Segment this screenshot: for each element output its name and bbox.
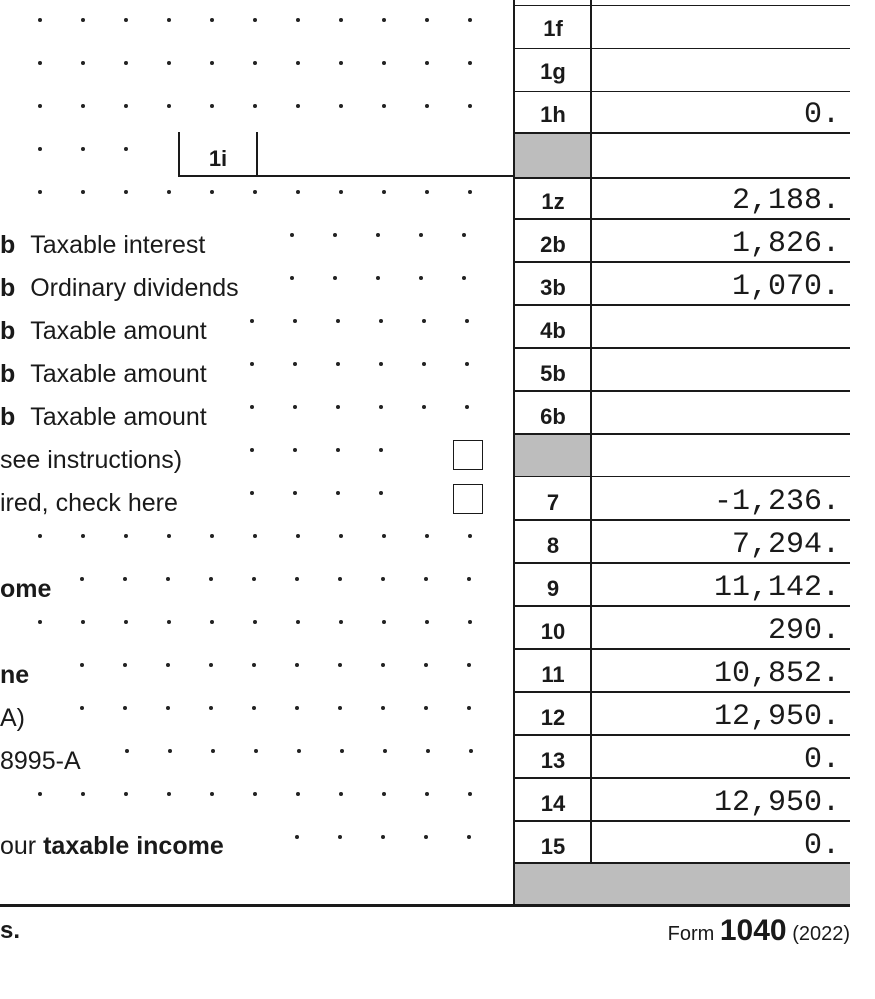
line-code: 7: [546, 490, 560, 515]
form-word: Form: [667, 923, 715, 945]
leader-dot: [252, 663, 256, 667]
line-code: 4b: [540, 318, 566, 343]
leader-dot: [168, 749, 172, 753]
leader-dot: [422, 362, 426, 366]
leader-dot: [38, 18, 42, 22]
amount-field[interactable]: 0.: [803, 98, 840, 132]
row-rule: [513, 820, 850, 822]
line-9-label: ome: [0, 575, 52, 603]
line-15-prefix: our: [0, 832, 44, 860]
row-rule: [513, 91, 850, 92]
line-letter: b: [0, 231, 16, 259]
amount-field[interactable]: 12,950.: [713, 700, 840, 734]
leader-dot: [253, 190, 257, 194]
row-rule: [513, 519, 850, 521]
leader-dot: [419, 276, 423, 280]
line-15-bold: taxable income: [43, 832, 224, 860]
leader-dot: [424, 663, 428, 667]
leader-dot: [210, 61, 214, 65]
line-code: 3b: [540, 275, 566, 300]
leader-dot: [425, 61, 429, 65]
line-code: 15: [540, 834, 566, 859]
row-rule: [513, 261, 850, 263]
line-code: 6b: [540, 404, 566, 429]
leader-dot: [38, 61, 42, 65]
leader-dot: [467, 663, 471, 667]
leader-dot: [339, 18, 343, 22]
leader-dot: [123, 706, 127, 710]
row-rule: [513, 347, 850, 349]
leader-dot: [210, 534, 214, 538]
shaded-cell: [515, 435, 590, 476]
line-code: 8: [546, 533, 560, 558]
amount-field[interactable]: 1,826.: [731, 227, 840, 261]
leader-dot: [425, 190, 429, 194]
amount-field[interactable]: 1,070.: [731, 270, 840, 304]
leader-dot: [123, 577, 127, 581]
leader-dot: [338, 577, 342, 581]
row-rule: [513, 177, 850, 179]
leader-dot: [425, 534, 429, 538]
leader-dot: [250, 491, 254, 495]
leader-dot: [80, 706, 84, 710]
leader-dot: [295, 577, 299, 581]
form-year: (2022): [792, 923, 850, 945]
leader-dot: [336, 448, 340, 452]
leader-dot: [250, 405, 254, 409]
leader-dot: [425, 620, 429, 624]
leader-dot: [295, 706, 299, 710]
row-rule: [513, 605, 850, 607]
leader-dot: [209, 663, 213, 667]
leader-dot: [253, 104, 257, 108]
leader-dot: [379, 491, 383, 495]
leader-dot: [123, 663, 127, 667]
leader-dot: [422, 319, 426, 323]
line-11-label: ne: [0, 661, 30, 689]
leader-dot: [376, 276, 380, 280]
amount-field[interactable]: 10,852.: [713, 657, 840, 691]
leader-dot: [296, 534, 300, 538]
leader-dot: [252, 577, 256, 581]
leader-dot: [296, 61, 300, 65]
form-footer: [668, 914, 850, 948]
leader-dot: [124, 620, 128, 624]
leader-dot: [250, 448, 254, 452]
line-13-label: 8995-A: [0, 747, 81, 775]
leader-dot: [38, 620, 42, 624]
amount-field[interactable]: 12,950.: [713, 786, 840, 820]
leader-dot: [210, 190, 214, 194]
leader-dot: [468, 792, 472, 796]
line-label-text: Ordinary dividends: [30, 274, 239, 302]
line-code: 2b: [540, 232, 566, 257]
leader-dot: [250, 362, 254, 366]
check-here-checkbox[interactable]: [453, 484, 483, 514]
leader-dot: [81, 104, 85, 108]
leader-dot: [210, 792, 214, 796]
leader-dot: [381, 835, 385, 839]
leader-dot: [297, 749, 301, 753]
leader-dot: [382, 190, 386, 194]
leader-dot: [468, 190, 472, 194]
line-letter: b: [0, 403, 16, 431]
see-instructions-checkbox[interactable]: [453, 440, 483, 470]
leader-dot: [81, 534, 85, 538]
line-4b-label: [0, 317, 207, 346]
row-rule: [513, 5, 850, 6]
line-code: 5b: [540, 361, 566, 386]
amount-field[interactable]: 0.: [803, 743, 840, 777]
leader-dot: [290, 276, 294, 280]
row-rule: [513, 734, 850, 736]
leader-dot: [125, 749, 129, 753]
footer-left-text: s.: [0, 917, 21, 944]
leader-dot: [468, 104, 472, 108]
leader-dot: [468, 620, 472, 624]
leader-dot: [38, 534, 42, 538]
leader-dot: [468, 61, 472, 65]
leader-dot: [339, 104, 343, 108]
line-code: 14: [540, 791, 566, 816]
leader-dot: [167, 104, 171, 108]
leader-dot: [254, 749, 258, 753]
shaded-cell: [515, 134, 590, 177]
leader-dot: [425, 792, 429, 796]
leader-dot: [167, 792, 171, 796]
line-letter: b: [0, 274, 16, 302]
leader-dot: [462, 233, 466, 237]
leader-dot: [253, 18, 257, 22]
leader-dot: [80, 663, 84, 667]
leader-dot: [339, 190, 343, 194]
leader-dot: [210, 104, 214, 108]
leader-dot: [253, 61, 257, 65]
line-label-text: Taxable interest: [30, 231, 206, 259]
leader-dot: [124, 190, 128, 194]
leader-dot: [81, 190, 85, 194]
leader-dot: [419, 233, 423, 237]
leader-dot: [81, 792, 85, 796]
line-code: 11: [541, 662, 565, 687]
row-rule: [513, 390, 850, 392]
leader-dot: [293, 405, 297, 409]
leader-dot: [381, 663, 385, 667]
leader-dot: [424, 835, 428, 839]
leader-dot: [333, 233, 337, 237]
line-1i-box-bottom: [178, 175, 515, 177]
leader-dot: [467, 577, 471, 581]
leader-dot: [467, 706, 471, 710]
line-letter: b: [0, 317, 16, 345]
leader-dot: [295, 835, 299, 839]
leader-dot: [465, 319, 469, 323]
row-rule: [513, 304, 850, 306]
leader-dot: [382, 61, 386, 65]
leader-dot: [124, 534, 128, 538]
leader-dot: [209, 706, 213, 710]
leader-dot: [296, 792, 300, 796]
leader-dot: [382, 792, 386, 796]
leader-dot: [379, 405, 383, 409]
leader-dot: [340, 749, 344, 753]
leader-dot: [166, 706, 170, 710]
leader-dot: [38, 104, 42, 108]
leader-dot: [293, 362, 297, 366]
line-code: 12: [540, 705, 566, 730]
row-rule: [513, 648, 850, 650]
leader-dot: [167, 61, 171, 65]
row-rule: [513, 691, 850, 693]
leader-dot: [166, 663, 170, 667]
line-code: 1h: [540, 102, 566, 127]
line-15-label: [0, 832, 224, 861]
row-rule: [513, 476, 850, 477]
form-number: 1040: [719, 914, 787, 947]
line-3b-label: [0, 274, 239, 303]
line-label-text: Taxable amount: [30, 360, 207, 388]
leader-dot: [425, 104, 429, 108]
leader-dot: [81, 18, 85, 22]
line-code: 10: [540, 619, 566, 644]
leader-dot: [38, 792, 42, 796]
line-6b-label: [0, 403, 207, 432]
leader-dot: [293, 491, 297, 495]
leader-dot: [253, 620, 257, 624]
leader-dot: [166, 577, 170, 581]
leader-dot: [293, 448, 297, 452]
row-rule: [513, 777, 850, 779]
leader-dot: [336, 362, 340, 366]
leader-dot: [383, 749, 387, 753]
amount-field[interactable]: 2,188.: [731, 184, 840, 218]
line-code: 1g: [540, 59, 566, 84]
leader-dot: [211, 749, 215, 753]
leader-dot: [210, 620, 214, 624]
leader-dot: [425, 18, 429, 22]
line-1i-code: 1i: [208, 146, 228, 171]
row-rule: [513, 562, 850, 564]
line-code: 1f: [543, 16, 563, 41]
leader-dot: [296, 190, 300, 194]
amount-field[interactable]: 0.: [803, 829, 840, 863]
amount-field[interactable]: 7,294.: [731, 528, 840, 562]
leader-dot: [81, 61, 85, 65]
leader-dot: [382, 104, 386, 108]
line-code: 9: [546, 576, 560, 601]
line-2b-label: [0, 231, 205, 260]
leader-dot: [81, 147, 85, 151]
line-label-text: Taxable amount: [30, 403, 207, 431]
leader-dot: [336, 405, 340, 409]
leader-dot: [376, 233, 380, 237]
line-12-label: A): [0, 704, 25, 732]
leader-dot: [124, 147, 128, 151]
leader-dot: [253, 534, 257, 538]
amount-field[interactable]: 11,142.: [713, 571, 840, 605]
leader-dot: [424, 577, 428, 581]
leader-dot: [424, 706, 428, 710]
leader-dot: [381, 706, 385, 710]
leader-dot: [252, 706, 256, 710]
shaded-cell: [515, 864, 850, 905]
leader-dot: [293, 319, 297, 323]
leader-dot: [38, 190, 42, 194]
leader-dot: [338, 835, 342, 839]
leader-dot: [124, 61, 128, 65]
leader-dot: [468, 18, 472, 22]
leader-dot: [336, 319, 340, 323]
leader-dot: [80, 577, 84, 581]
leader-dot: [379, 362, 383, 366]
leader-dot: [167, 18, 171, 22]
amount-field[interactable]: -1,236.: [713, 485, 840, 519]
row-rule: [513, 218, 850, 220]
see-instructions-text: see instructions): [0, 446, 183, 474]
leader-dot: [467, 835, 471, 839]
leader-dot: [465, 405, 469, 409]
line-label-text: Taxable amount: [30, 317, 207, 345]
leader-dot: [295, 663, 299, 667]
line-1i-field[interactable]: [258, 134, 513, 175]
leader-dot: [333, 276, 337, 280]
leader-dot: [339, 534, 343, 538]
leader-dot: [469, 749, 473, 753]
leader-dot: [209, 577, 213, 581]
leader-dot: [296, 104, 300, 108]
bottom-rule: [0, 904, 850, 907]
leader-dot: [465, 362, 469, 366]
amount-field[interactable]: 290.: [767, 614, 840, 648]
leader-dot: [381, 577, 385, 581]
leader-dot: [296, 18, 300, 22]
leader-dot: [422, 405, 426, 409]
leader-dot: [426, 749, 430, 753]
leader-dot: [296, 620, 300, 624]
leader-dot: [124, 18, 128, 22]
leader-dot: [379, 448, 383, 452]
leader-dot: [338, 663, 342, 667]
leader-dot: [462, 276, 466, 280]
leader-dot: [38, 147, 42, 151]
check-here-text: ired, check here: [0, 489, 178, 517]
leader-dot: [124, 792, 128, 796]
leader-dot: [253, 792, 257, 796]
line-letter: b: [0, 360, 16, 388]
row-rule: [513, 48, 850, 49]
leader-dot: [167, 190, 171, 194]
line-code: 1z: [541, 189, 565, 214]
leader-dot: [124, 104, 128, 108]
leader-dot: [167, 534, 171, 538]
leader-dot: [339, 61, 343, 65]
leader-dot: [81, 620, 85, 624]
leader-dot: [468, 534, 472, 538]
leader-dot: [382, 620, 386, 624]
line-code: 13: [540, 748, 566, 773]
leader-dot: [290, 233, 294, 237]
leader-dot: [210, 18, 214, 22]
leader-dot: [382, 534, 386, 538]
leader-dot: [339, 620, 343, 624]
leader-dot: [338, 706, 342, 710]
leader-dot: [379, 319, 383, 323]
leader-dot: [250, 319, 254, 323]
leader-dot: [167, 620, 171, 624]
line-5b-label: [0, 360, 207, 389]
leader-dot: [382, 18, 386, 22]
leader-dot: [339, 792, 343, 796]
leader-dot: [336, 491, 340, 495]
